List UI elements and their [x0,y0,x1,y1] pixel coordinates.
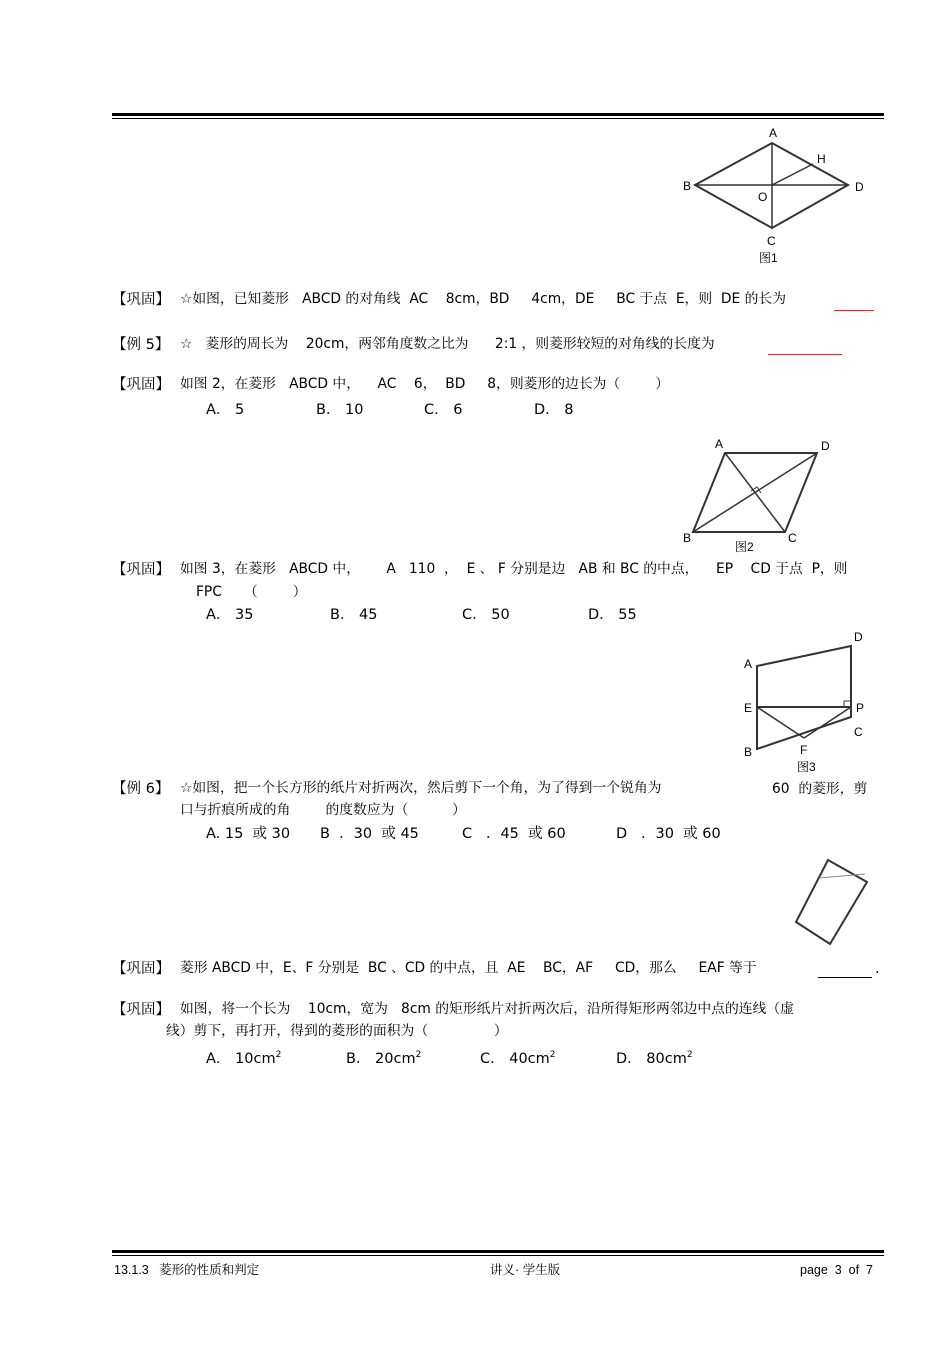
fig3-label-C: C [854,725,863,739]
header-rule-thick [112,113,884,116]
q6-answer-blank[interactable] [818,977,872,978]
q5-option-d[interactable]: D ．30 或 60 [616,826,721,842]
q3-tag: 【巩固】 [112,377,170,393]
q4-option-c[interactable]: C． 50 [462,607,510,623]
fig3-label-F: F [800,743,808,757]
q3-text: 如图 2，在菱形 ABCD 中， AC 6， BD 8，则菱形的边长为（ ） [180,376,670,392]
q4-line2: FPC （ ） [196,584,307,600]
fig1-label-A: A [769,126,778,140]
footer-page-number: page 3 of 7 [800,1263,873,1277]
q5-line1: ☆如图，把一个长方形的纸片对折两次，然后剪下一个角，为了得到一个锐角为 [180,780,662,796]
footer-rule-thick [112,1250,884,1253]
fig3-label-B: B [744,745,753,759]
fig2-label-C: C [788,531,797,545]
fig2-caption: 图2 [735,540,754,554]
q6-text: 菱形 ABCD 中，E、F 分别是 BC 、CD 的中点，且 AE BC，AF CD，那么 EAF 等于 [180,960,757,976]
q2-text: ☆ 菱形的周长为 20cm，两邻角度数之比为 2:1 ，则菱形较短的对角线的长度为 [180,336,715,352]
fig1-label-B: B [683,179,692,193]
q5-line1b: 60 的菱形，剪 [772,781,868,797]
q4-option-b[interactable]: B． 45 [330,607,378,623]
folded-paper-figure [790,852,880,952]
figure-2 [680,435,840,560]
q4-line1: 如图 3，在菱形 ABCD 中， A 110 ， E 、 F 分别是边 AB 和 BC 的中点， EP CD 于点 P，则 [180,561,848,577]
q4-option-a[interactable]: A． 35 [206,607,254,623]
q5-option-c[interactable]: C ．45 或 60 [462,826,566,842]
fig1-label-H: H [817,152,826,166]
q4-option-d[interactable]: D． 55 [588,607,637,623]
q7-line1: 如图，将一个长为 10cm，宽为 8cm 的矩形纸片对折两次后，沿所得矩形两邻边中点的连线（虚 [180,1001,794,1017]
header-rule-thin [112,118,884,119]
q6-tag: 【巩固】 [112,961,170,977]
q7-line2: 线）剪下，再打开，得到的菱形的面积为（ ） [166,1023,508,1039]
q2-answer-blank[interactable] [768,354,842,355]
fig2-label-D: D [821,439,830,453]
fig3-label-D: D [854,630,863,644]
fig1-label-D: D [855,180,864,194]
fig3-label-A: A [744,657,753,671]
q3-option-c[interactable]: C． 6 [424,402,463,418]
figure-3 [740,628,875,778]
q3-option-d[interactable]: D． 8 [534,402,574,418]
q1-answer-blank[interactable] [834,310,874,311]
q7-option-d[interactable]: D． $80cm^2$ [616,1050,693,1067]
q3-option-b[interactable]: B． 10 [316,402,364,418]
q5-tag: 【例 6】 [112,781,170,797]
fig2-label-A: A [715,437,724,451]
fig1-label-O: O [758,190,768,204]
q5-option-a[interactable]: A. 15 或 30 [206,826,291,842]
fig3-caption: 图3 [797,760,816,774]
q7-option-a[interactable]: A． $10cm^2$ [206,1050,282,1067]
q1-tag: 【巩固】 [112,292,170,308]
q1-text: ☆如图，已知菱形 ABCD 的对角线 AC 8cm，BD 4cm，DE BC 于点 E，则 DE 的长为 [180,291,787,307]
q4-tag: 【巩固】 [112,562,170,578]
fig1-caption: 图1 [759,251,778,265]
q2-tag: 【例 5】 [112,337,170,353]
q7-option-b[interactable]: B． $20cm^2$ [346,1050,422,1067]
q7-tag: 【巩固】 [112,1002,170,1018]
figure-1 [680,125,870,270]
q6-end: . [875,961,880,977]
footer-center: 讲义· 学生版 [490,1263,561,1277]
fig3-label-E: E [744,701,753,715]
fig1-label-C: C [767,234,776,248]
q5-option-b[interactable]: B ．30 或 45 [320,826,419,842]
footer-left: 13.1.3 菱形的性质和判定 [114,1263,260,1277]
q5-line2: 口与折痕所成的角 的度数应为（ ） [180,802,466,818]
fig3-label-P: P [856,701,865,715]
q3-option-a[interactable]: A． 5 [206,402,245,418]
fig2-label-B: B [683,531,692,545]
footer-rule-thin [112,1255,884,1256]
q7-option-c[interactable]: C． $40cm^2$ [480,1050,556,1067]
